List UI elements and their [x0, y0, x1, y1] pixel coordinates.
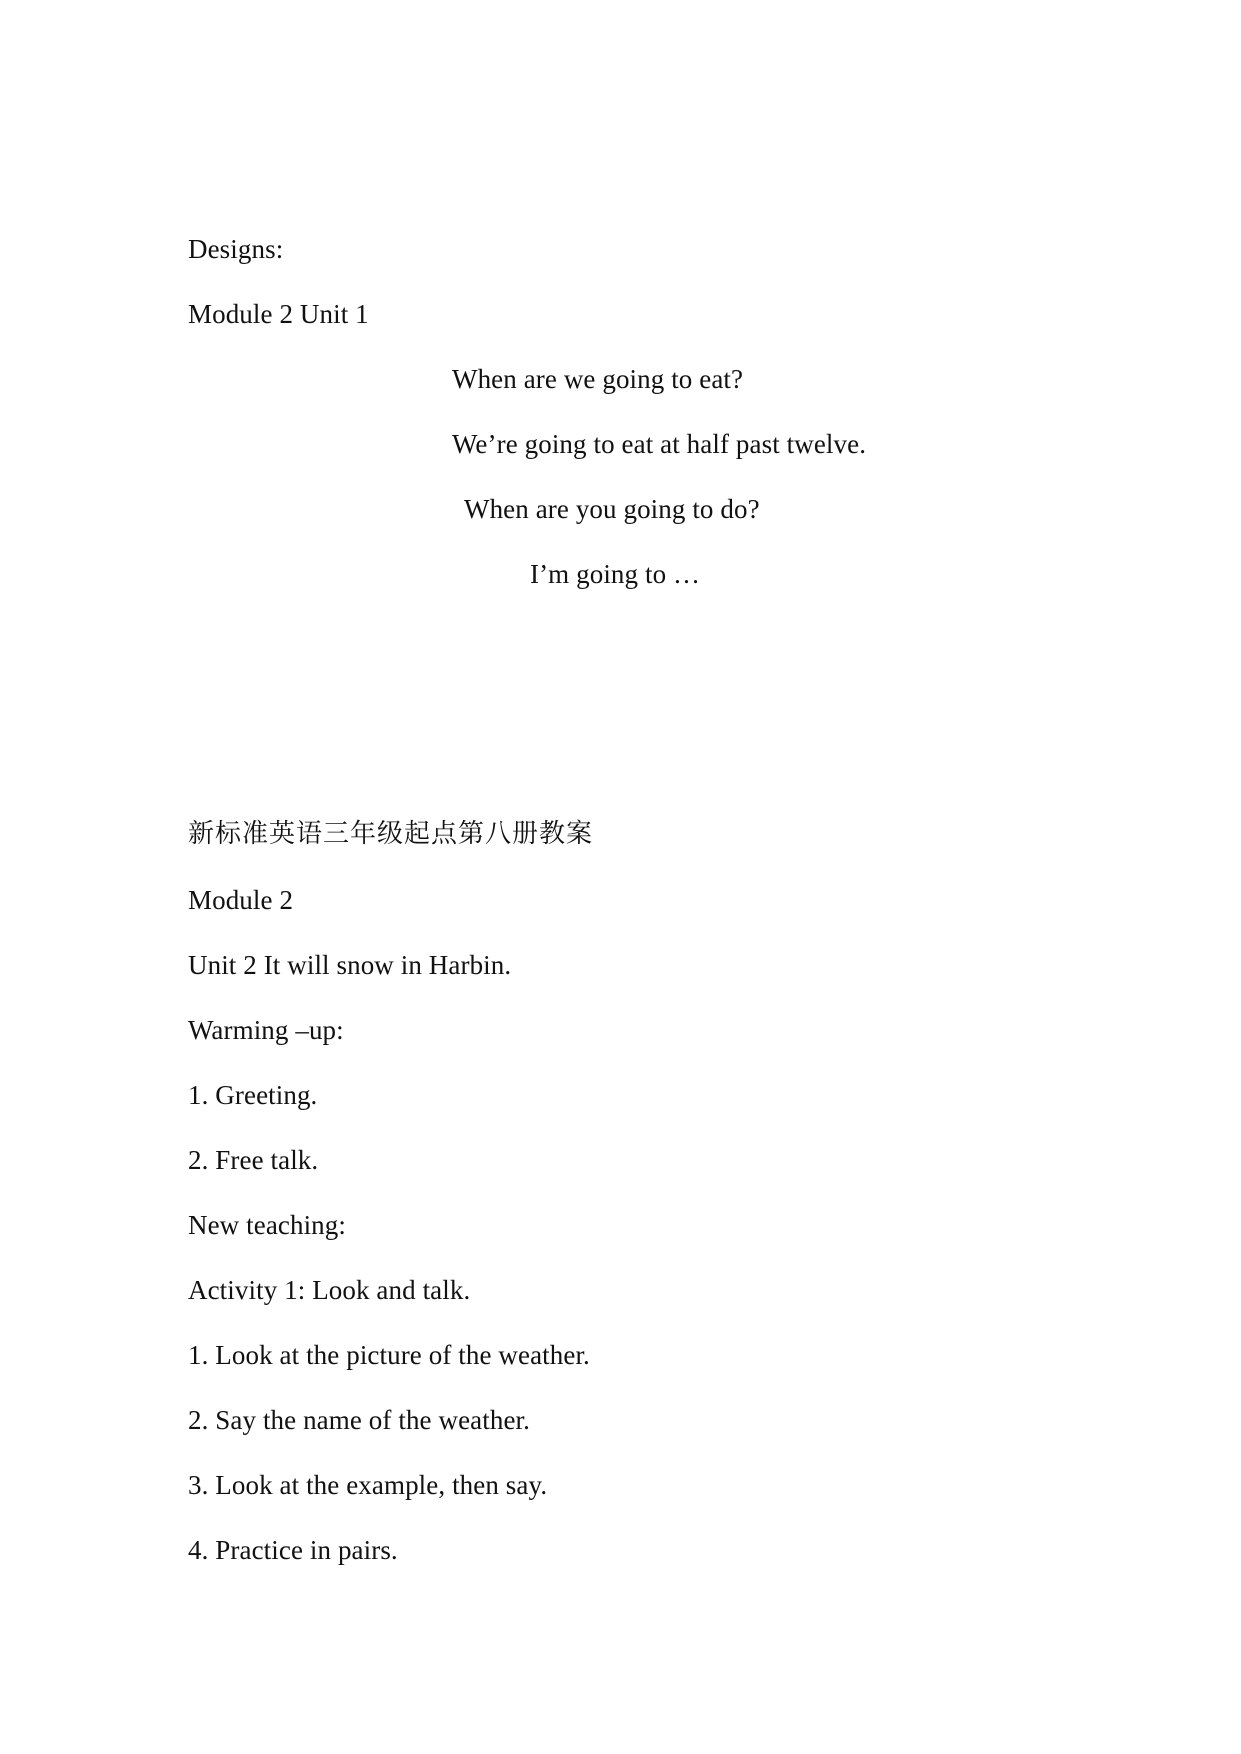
board-line: We’re going to eat at half past twelve.	[452, 429, 867, 459]
list-item: 3. Look at the example, then say.	[188, 1470, 548, 1500]
activity-title: Activity 1: Look and talk.	[188, 1275, 471, 1305]
unit-label: Unit 2 It will snow in Harbin.	[188, 950, 512, 980]
list-item: 2. Say the name of the weather.	[188, 1405, 530, 1435]
board-line: I’m going to …	[530, 559, 701, 589]
list-item: 1. Look at the picture of the weather.	[188, 1340, 590, 1370]
warming-up-heading: Warming –up:	[188, 1015, 344, 1045]
board-line: When are we going to eat?	[452, 364, 744, 394]
designs-heading: Designs:	[188, 234, 284, 264]
designs-subheading: Module 2 Unit 1	[188, 299, 369, 329]
new-teaching-heading: New teaching:	[188, 1210, 346, 1240]
list-item: 1. Greeting.	[188, 1080, 318, 1110]
list-item: 4. Practice in pairs.	[188, 1535, 398, 1565]
board-line: When are you going to do?	[464, 494, 760, 524]
module-label: Module 2	[188, 885, 294, 915]
list-item: 2. Free talk.	[188, 1145, 319, 1175]
lesson-plan-title: 新标准英语三年级起点第八册教案	[188, 819, 594, 849]
